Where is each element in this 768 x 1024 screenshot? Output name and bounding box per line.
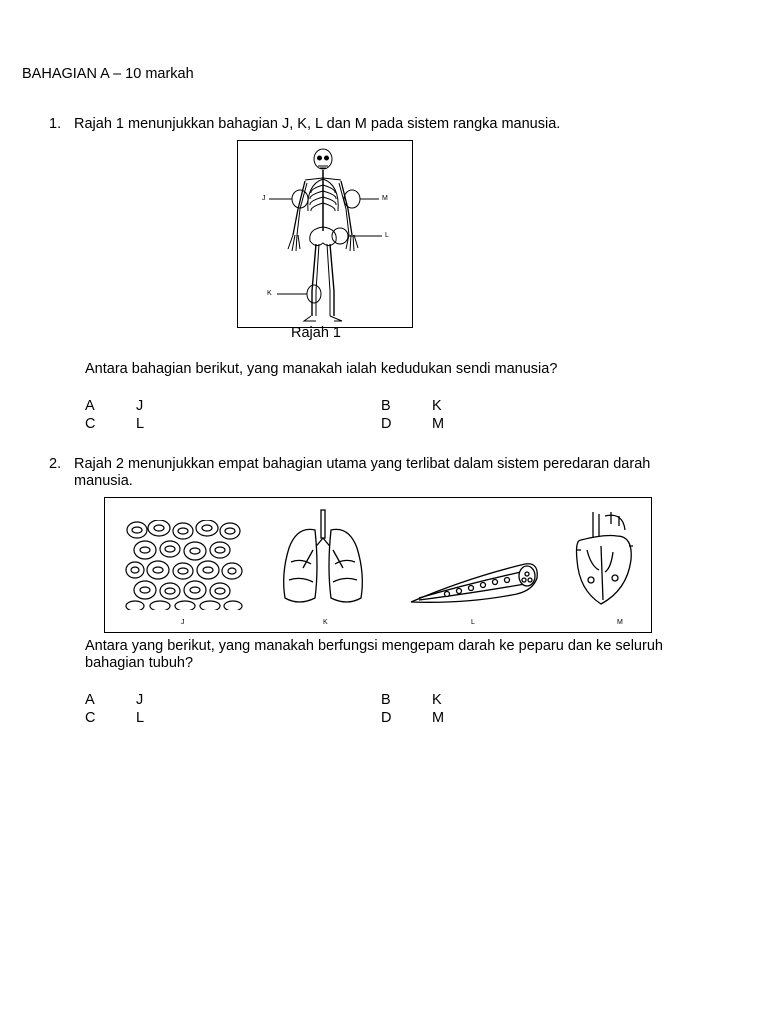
q1-option-b-letter: B [381,398,391,414]
fig2-label-j: J [181,619,185,626]
q2-option-d-letter: D [381,710,392,726]
q2-question-line1: Antara yang berikut, yang manakah berfungsi mengepam darah ke peparu dan ke seluruh [85,638,663,654]
q2-option-a-text: J [136,692,144,708]
q1-option-d-letter: D [381,416,392,432]
figure-1-caption: Rajah 1 [291,325,341,341]
q2-option-b-text: K [432,692,442,708]
figure-1-skeleton [237,140,413,328]
lungs-image [277,508,369,608]
fig1-label-j: J [262,195,266,202]
fig2-label-l: L [471,619,475,626]
q1-option-c-letter: C [85,416,96,432]
figure-2-circulatory-parts [104,497,652,633]
q1-option-a-letter: A [85,398,95,414]
blood-vessel-image [407,558,543,610]
fig1-label-k: K [267,290,272,297]
q2-question-line2: bahagian tubuh? [85,655,194,671]
q2-option-b-letter: B [381,692,391,708]
q2-stem-line2: manusia. [74,473,133,489]
q1-option-a-text: J [136,398,144,414]
q1-option-b-text: K [432,398,442,414]
fig1-label-m: M [382,195,388,202]
fig2-label-k: K [323,619,328,626]
blood-cells-image [125,520,243,610]
q2-stem-line1: Rajah 2 menunjukkan empat bahagian utama yang terlibat dalam sistem peredaran darah [74,456,651,472]
section-heading: BAHAGIAN A – 10 markah [22,66,194,82]
heart-image [573,510,635,610]
q2-option-a-letter: A [85,692,95,708]
q1-stem: Rajah 1 menunjukkan bahagian J, K, L dan M pada sistem rangka manusia. [74,116,561,132]
q2-option-d-text: M [432,710,445,726]
fig2-label-m: M [617,619,623,626]
q1-option-d-text: M [432,416,445,432]
q2-option-c-letter: C [85,710,96,726]
q1-question: Antara bahagian berikut, yang manakah ialah kedudukan sendi manusia? [85,361,558,377]
q2-number: 2. [49,456,62,472]
q1-option-c-text: L [136,416,145,432]
q2-option-c-text: L [136,710,145,726]
q1-number: 1. [49,116,62,132]
fig1-label-l: L [385,232,389,239]
